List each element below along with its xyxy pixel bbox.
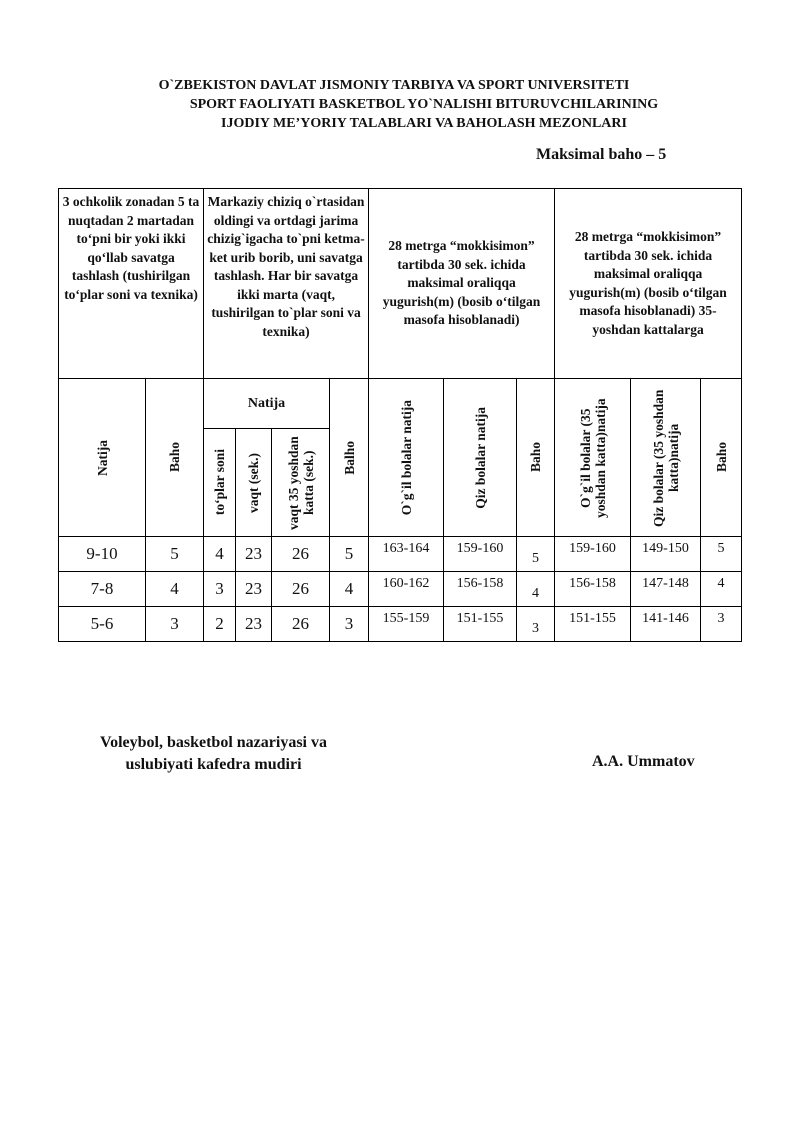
cell-ogil-35: 156-158: [555, 572, 631, 607]
cell-ogil-35: 151-155: [555, 607, 631, 642]
cell-balho: 3: [330, 607, 369, 642]
cell-baho-2: 5: [517, 537, 555, 572]
cell-baho-2: 3: [517, 607, 555, 642]
title-line-1: O`ZBEKISTON DAVLAT JISMONIY TARBIYA VA SPORT UNIVERSITETI: [158, 78, 630, 93]
cell-toplar-soni: 2: [204, 607, 236, 642]
group-header-3pt-shooting: 3 ochkolik zonadan 5 ta nuqtadan 2 martadan to‘pni bir yoki ikki qo‘llab savatga tashlash (tushirilgan to‘plar soni va texnika): [59, 189, 204, 379]
cell-baho: 4: [146, 572, 204, 607]
cell-natija: 9-10: [59, 537, 146, 572]
col-header-natija: Natija: [59, 379, 146, 537]
group-header-shuttle-run: 28 metrga “mokkisimon” tartibda 30 sek. ichida maksimal oraliqqa yugurish(m) (bosib o‘tilgan masofa hisoblanadi): [369, 189, 555, 379]
title-line-2: SPORT FAOLIYATI BASKETBOL YO`NALISHI BITURUVCHILARINING: [189, 97, 659, 112]
title-line-3: IJODIY ME’YORIY TALABLARI VA BAHOLASH MEZONLARI: [221, 116, 627, 131]
cell-vaqt: 23: [236, 607, 272, 642]
cell-balho: 5: [330, 537, 369, 572]
col-header-baho: Baho: [146, 379, 204, 537]
group-header-row: [59, 189, 742, 379]
department-line-2: uslubiyati kafedra mudiri: [125, 756, 302, 773]
col-header-toplar-soni: to‘plar soni: [204, 429, 236, 537]
cell-qiz-natija: 159-160: [444, 537, 517, 572]
table-row: [59, 572, 742, 607]
col-group-natija: Natija: [204, 379, 330, 429]
cell-qiz-35: 147-148: [631, 572, 701, 607]
col-header-baho-3: Baho: [701, 379, 742, 537]
document-title: [0, 76, 800, 133]
cell-ogil-35: 159-160: [555, 537, 631, 572]
sub-header-row-1: [59, 379, 742, 429]
cell-vaqt-35: 26: [272, 572, 330, 607]
max-grade-label: Maksimal baho – 5: [536, 146, 667, 163]
cell-baho: 5: [146, 537, 204, 572]
cell-vaqt: 23: [236, 572, 272, 607]
cell-ogil-natija: 160-162: [369, 572, 444, 607]
cell-qiz-natija: 156-158: [444, 572, 517, 607]
cell-baho-3: 3: [701, 607, 742, 642]
col-header-vaqt: vaqt (sek.): [236, 429, 272, 537]
col-header-ogil-natija: O`g`il bolalar natija: [369, 379, 444, 537]
cell-ogil-natija: 163-164: [369, 537, 444, 572]
cell-natija: 5-6: [59, 607, 146, 642]
cell-vaqt: 23: [236, 537, 272, 572]
criteria-table: [58, 188, 742, 642]
cell-vaqt-35: 26: [272, 607, 330, 642]
cell-toplar-soni: 3: [204, 572, 236, 607]
department-line-1: Voleybol, basketbol nazariyasi va: [100, 734, 327, 751]
col-header-vaqt-35: vaqt 35 yoshdan katta (sek.): [272, 429, 330, 537]
cell-balho: 4: [330, 572, 369, 607]
group-header-dribble-layup: Markaziy chiziq o`rtasidan oldingi va ortdagi jarima chizig`igacha to`pni ketma-ket urib borib, uni savatga tashlash. Har bir savatga ikki marta (vaqt, tushirilgan to`plar soni va texnika): [204, 189, 369, 379]
cell-qiz-natija: 151-155: [444, 607, 517, 642]
cell-baho: 3: [146, 607, 204, 642]
cell-baho-3: 5: [701, 537, 742, 572]
cell-ogil-natija: 155-159: [369, 607, 444, 642]
table-row: [59, 537, 742, 572]
cell-natija: 7-8: [59, 572, 146, 607]
col-header-qiz-35: Qiz bolalar (35 yoshdan katta)natija: [631, 379, 701, 537]
cell-vaqt-35: 26: [272, 537, 330, 572]
cell-qiz-35: 149-150: [631, 537, 701, 572]
col-header-baho-2: Baho: [517, 379, 555, 537]
department-title: [100, 732, 327, 776]
group-header-shuttle-run-35: 28 metrga “mokkisimon” tartibda 30 sek. ichida maksimal oraliqqa yugurish(m) (bosib o‘tilgan masofa hisoblanadi) 35-yoshdan kattalarga: [555, 189, 742, 379]
cell-baho-3: 4: [701, 572, 742, 607]
cell-qiz-35: 141-146: [631, 607, 701, 642]
col-header-qiz-natija: Qiz bolalar natija: [444, 379, 517, 537]
signatory-name: A.A. Ummatov: [592, 753, 695, 770]
cell-toplar-soni: 4: [204, 537, 236, 572]
col-header-ogil-35: O`g`il bolalar (35 yoshdan katta)natija: [555, 379, 631, 537]
col-header-balho: Balho: [330, 379, 369, 537]
table-row: [59, 607, 742, 642]
cell-baho-2: 4: [517, 572, 555, 607]
